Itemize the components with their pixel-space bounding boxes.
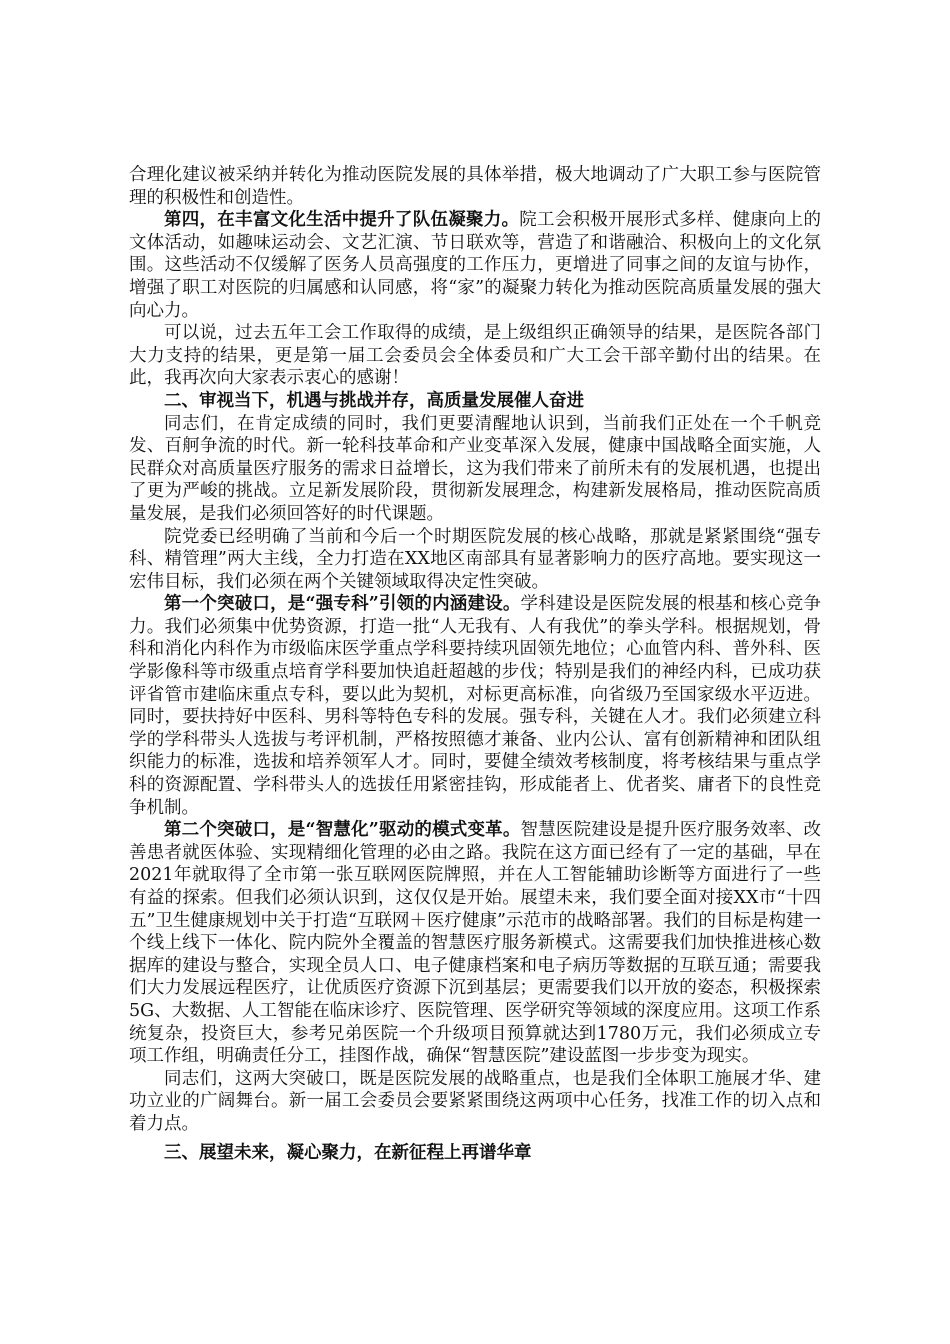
paragraph-continuation: 合理化建议被采纳并转化为推动医院发展的具体举措，极大地调动了广大职工参与医院管理的积极性和创造性。 [129,165,821,208]
paragraph-body-fourth: 院工会积极开展形式多样、健康向上的文体活动，如趣味运动会、文艺汇演、节日联欢等，营造了和谐融洽、积极向上的文化氛围。这些活动不仅缓解了医务人员高强度的工作压力，更增进了同事之间的友谊与协作，增强了职工对医院的归属感和认同感，将“家”的凝聚力转化为推动医院高质量发展的强大向心力。 [129,210,822,321]
document-page [129,164,821,1164]
paragraph-summary: 同志们，这两大突破口，既是医院发展的战略重点，也是我们全体职工施展才华、建功立业的广阔舞台。新一届工会委员会要紧紧围绕这两项中心任务，找准工作的切入点和着力点。 [129,1068,821,1134]
paragraph-opportunity: 同志们，在肯定成绩的同时，我们更要清醒地认识到，当前我们正处在一个千帆竞发、百舸争流的时代。新一轮科技革命和产业变革深入发展，健康中国战略全面实施，人民群众对高质量医疗服务的需求日益增长，这为我们带来了前所未有的发展机遇，也提出了更为严峻的挑战。立足新发展阶段，贯彻新发展理念，构建新发展格局，推动医院高质量发展，是我们必须回答好的时代课题。 [129,413,821,524]
section-heading-three: 三、展望未来，凝心聚力，在新征程上再谱华章 [164,1142,532,1163]
paragraph-breakthrough-one [129,593,821,819]
paragraph-body-breakthrough-two: 智慧医院建设是提升医疗服务效率、改善患者就医体验、实现精细化管理的必由之路。我院在这方面已经有了一定的基础，早在2021年就取得了全市第一张互联网医院牌照，并在人工智能辅助诊断等方面进行了一些有益的探索。但我们必须认识到，这仅仅是开始。展望未来，我们要全面对接XX市“十四五”卫生健康规划中关于打造“互联网＋医疗健康”示范市的战略部署。我们的目标是构建一个线上线下一体化、院内院外全覆盖的智慧医疗服务新模式。这需要我们加快推进核心数据库的建设与整合，实现全员人口、电子健康档案和电子病历等数据的互联互通；需要我们大力发展远程医疗，让优质医疗资源下沉到基层；更需要我们以开放的姿态，积极探索5G、大数据、人工智能在临床诊疗、医院管理、医学研究等领域的深度应用。这项工作系统复杂，投资巨大，参考兄弟医院一个升级项目预算就达到1780万元，我们必须成立专项工作组，明确责任分工，挂图作战，确保“智慧医院”建设蓝图一步步变为现实。 [129,820,821,1067]
paragraph-body-breakthrough-one: 学科建设是医院发展的根基和核心竞争力。我们必须集中优势资源，打造一批“人无我有、人有我优”的拳头学科。根据规划，骨科和消化内科作为市级临床医学重点学科要持续巩固领先地位；心血管内科、普外科、医学影像科等市级重点培育学科要加快追赶超越的步伐；特别是我们的神经内科，已成功获评省管市建临床重点专科，要以此为契机，对标更高标准，向省级乃至国家级水平迈进。同时，要扶持好中医科、男科等特色专科的发展。强专科，关键在人才。我们必须建立科学的学科带头人选拔与考评机制，严格按照德才兼备、业内公认、富有创新精神和团队组织能力的标准，选拔和培养领军人才。同时，要健全绩效考核制度，将考核结果与重点学科的资源配置、学科带头人的选拔任用紧密挂钩，形成能者上、优者奖、庸者下的良性竞争机制。 [129,594,821,818]
paragraph-strategy: 院党委已经明确了当前和今后一个时期医院发展的核心战略，那就是紧紧围绕“强专科、精管理”两大主线，全力打造在XX地区南部具有显著影响力的医疗高地。要实现这一宏伟目标，我们必须在两个关键领域取得决定性突破。 [129,526,821,592]
paragraph-fourth-point [129,209,821,322]
paragraph-lead-fourth: 第四，在丰富文化生活中提升了队伍凝聚力。 [164,210,520,231]
paragraph-thanks: 可以说，过去五年工会工作取得的成绩，是上级组织正确领导的结果，是医院各部门大力支持的结果，更是第一届工会委员会全体委员和广大工会干部辛勤付出的结果。在此，我再次向大家表示衷心的感谢！ [129,323,821,389]
paragraph-lead-breakthrough-two: 第二个突破口，是“智慧化”驱动的模式变革。 [164,820,521,841]
section-heading-two: 二、审视当下，机遇与挑战并存，高质量发展催人奋进 [164,390,584,411]
paragraph-lead-breakthrough-one: 第一个突破口，是“强专科”引领的内涵建设。 [164,594,521,615]
paragraph-breakthrough-two [129,819,821,1068]
